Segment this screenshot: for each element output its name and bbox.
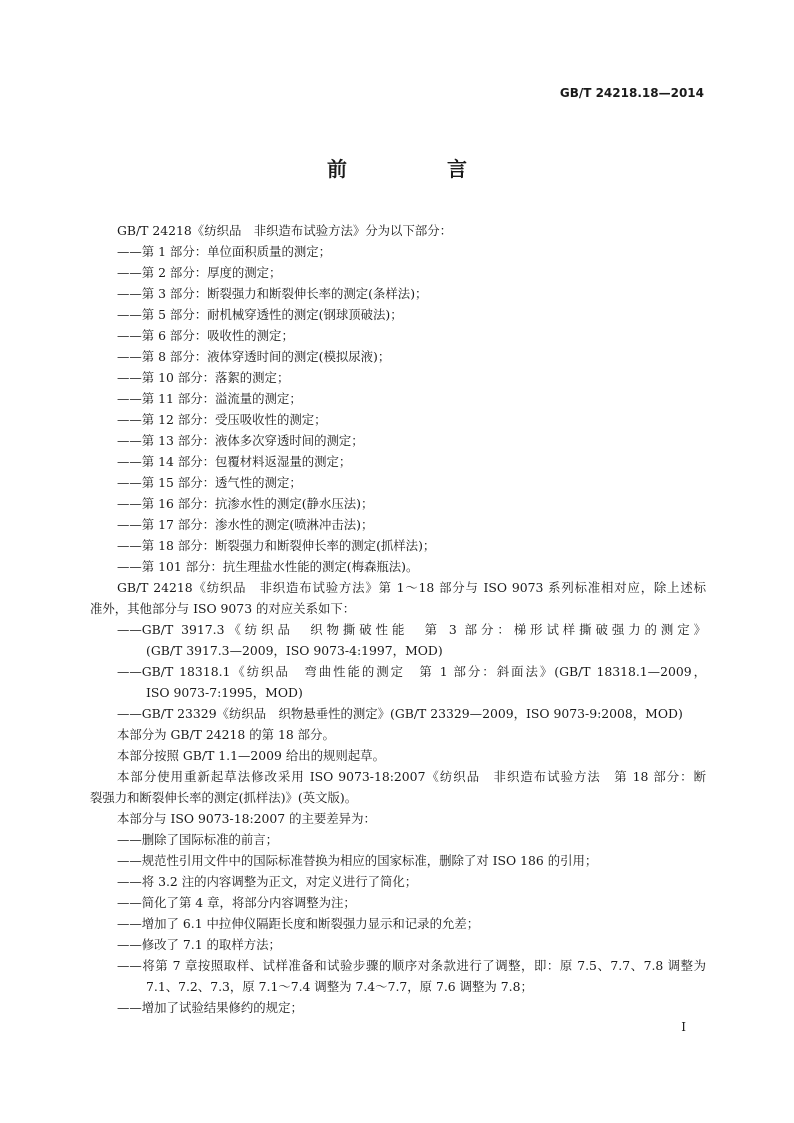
list-item: ——第 16 部分：抗渗水性的测定(静水压法)； xyxy=(117,496,374,511)
list-item: ——删除了国际标准的前言； xyxy=(117,832,279,847)
list-item: ——第 1 部分：单位面积质量的测定； xyxy=(117,244,332,259)
list-item-continuation: ISO 9073-7:1995，MOD) xyxy=(146,685,303,700)
list-item: ——第 3 部分：断裂强力和断裂伸长率的测定(条样法)； xyxy=(117,286,428,301)
list-item: ——第 8 部分：液体穿透时间的测定(模拟尿液)； xyxy=(117,349,391,364)
standard-code: GB/T 24218.18—2014 xyxy=(559,86,704,100)
list-item: ——简化了第 4 章，将部分内容调整为注； xyxy=(117,895,356,910)
page-title: 前 言 xyxy=(327,157,507,181)
page-number: I xyxy=(681,1020,686,1034)
list-item: ——第 10 部分：落絮的测定； xyxy=(117,370,290,385)
list-item: ——将 3.2 注的内容调整为正文，对定义进行了简化； xyxy=(117,874,418,889)
list-item: ——第 5 部分：耐机械穿透性的测定(钢球顶破法)； xyxy=(117,307,403,322)
list-item: ——GB/T 23329《纺织品 织物悬垂性的测定》(GB/T 23329—2009，ISO 9073-9:2008，MOD) xyxy=(117,706,683,721)
list-item: ——增加了 6.1 中拉伸仪隔距长度和断裂强力显示和记录的允差； xyxy=(117,916,480,931)
paragraph-line: 本部分与 ISO 9073-18:2007 的主要差异为： xyxy=(117,811,376,826)
list-item: ——第 18 部分：断裂强力和断裂伸长率的测定(抓样法)； xyxy=(117,538,436,553)
list-item: ——将第 7 章按照取样、试样准备和试验步骤的顺序对条款进行了调整，即：原 7.5、7.7、7.8 调整为 xyxy=(117,958,706,973)
paragraph-line: 裂强力和断裂伸长率的测定(抓样法)》(英文版)。 xyxy=(90,790,358,805)
paragraph-line: 本部分按照 GB/T 1.1—2009 给出的规则起草。 xyxy=(117,748,385,763)
paragraph-line: 本部分为 GB/T 24218 的第 18 部分。 xyxy=(117,727,335,742)
list-item: ——第 6 部分：吸收性的测定； xyxy=(117,328,294,343)
list-item: ——第 17 部分：渗水性的测定(喷淋冲击法)； xyxy=(117,517,374,532)
foreword-body xyxy=(90,220,706,1018)
paragraph-line: GB/T 24218《纺织品 非织造布试验方法》第 1～18 部分与 ISO 9073 系列标准相对应，除上述标 xyxy=(117,580,706,595)
list-item-continuation: (GB/T 3917.3—2009，ISO 9073-4:1997，MOD) xyxy=(146,643,443,658)
list-item: ——第 14 部分：包覆材料返湿量的测定； xyxy=(117,454,352,469)
list-item: ——增加了试验结果修约的规定； xyxy=(117,1000,303,1015)
list-item: ——第 11 部分：溢流量的测定； xyxy=(117,391,302,406)
paragraph-line: 本部分使用重新起草法修改采用 ISO 9073-18:2007《纺织品 非织造布试验方法 第 18 部分：断 xyxy=(117,769,706,784)
list-item: ——GB/T 18318.1《纺织品 弯曲性能的测定 第 1 部分：斜面法》(GB/T 18318.1—2009， xyxy=(117,664,706,679)
paragraph-line: 准外，其他部分与 ISO 9073 的对应关系如下： xyxy=(90,601,356,616)
list-item: ——第 2 部分：厚度的测定； xyxy=(117,265,282,280)
list-item: ——第 101 部分：抗生理盐水性能的测定(梅森瓶法)。 xyxy=(117,559,419,574)
list-item-continuation: 7.1、7.2、7.3，原 7.1～7.4 调整为 7.4～7.7，原 7.6 调整为 7.8； xyxy=(146,979,533,994)
list-item: ——GB/T 3917.3《纺织品 织物撕破性能 第 3 部分：梯形试样撕破强力的测定》 xyxy=(117,622,706,637)
paragraph-line: GB/T 24218《纺织品 非织造布试验方法》分为以下部分： xyxy=(117,223,453,238)
list-item: ——第 13 部分：液体多次穿透时间的测定； xyxy=(117,433,364,448)
list-item: ——修改了 7.1 的取样方法； xyxy=(117,937,281,952)
list-item: ——第 15 部分：透气性的测定； xyxy=(117,475,302,490)
list-item: ——第 12 部分：受压吸收性的测定； xyxy=(117,412,327,427)
list-item: ——规范性引用文件中的国际标准替换为相应的国家标准，删除了对 ISO 186 的引用； xyxy=(117,853,598,868)
